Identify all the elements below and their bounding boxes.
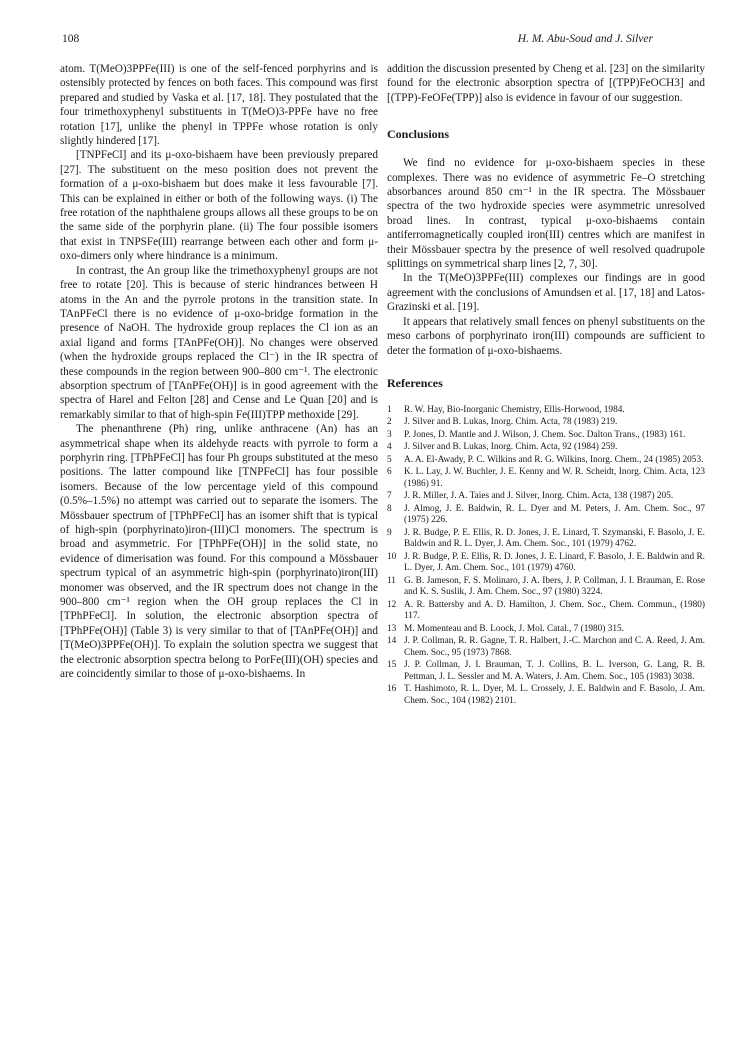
paragraph: In contrast, the An group like the trimethoxyphenyl groups are not free to rotate [20]. This is because of steric hindrances between H atoms in the An and the pyrrole protons in the transition state. In TAnPFeCl there is no evidence of μ-oxo-bridge formation in the presence of NaOH. The hydroxide group replaces the Cl ion as an axial ligand and forms [TAnPFe(OH)]. No changes were observed (when the hydroxide groups replaced the Cl⁻) in the IR spectra of these compounds in the region between 900–800 cm⁻¹. The electronic absorption spectrum of [TAnPFe(OH)] is in good agreement with the spectra of Harel and Felton [28] and Cense and Le Quan [20] and is remarkably similar to that of high-spin Fe(III)TPP methoxide [29]. [60, 264, 378, 421]
reference-text: J. Silver and B. Lukas, Inorg. Chim. Acta, 92 (1984) 259. [404, 442, 618, 453]
reference-number: 15 [387, 660, 397, 671]
reference-item [387, 504, 705, 527]
reference-number: 7 [387, 491, 392, 502]
reference-text: J. P. Collman, J. I. Brauman, T. J. Collins, B. L. Iverson, G. Lang, R. B. Pettman, J. L. Sessler and M. A. Waters, J. Am. Chem. Soc., 105 (1983) 3038. [404, 660, 705, 682]
reference-item [387, 684, 705, 707]
reference-item [387, 660, 705, 683]
paragraph: We find no evidence for μ-oxo-bishaem species in these complexes. There was no evidence of asymmetric Fe–O stretching absorbances around 850 cm⁻¹ in the IR spectra. The Mössbauer spectra of the two hydroxide species were asymmetric unresolved broad lines. In contrast, typical μ-oxo-bishaems contain antiferromagnetically coupled iron(III) centres which are manifest in their Mössbauer spectra by the presence of well resolved quadrupole splittings on symmetrical sharp lines [2, 7, 30]. [387, 157, 705, 271]
reference-item [387, 636, 705, 659]
reference-text: J. R. Budge, P. E. Ellis, R. D. Jones, J. E. Linard, F. Basolo, J. E. Baldwin and R. L. Dyer, J. Am. Chem. Soc., 101 (1979) 4760. [404, 551, 705, 574]
reference-number: 12 [387, 599, 397, 610]
reference-text: J. P. Collman, R. R. Gagne, T. R. Halbert, J.-C. Marchon and C. A. Reed, J. Am. Chem. Soc., 95 (1973) 7868. [404, 636, 705, 658]
reference-item [387, 600, 705, 623]
reference-item [387, 405, 705, 417]
paragraph: [TNPFeCl] and its μ-oxo-bishaem have been previously prepared [27]. The substituent on the meso position does not prevent the formation of a μ-oxo-bishaem but does make it less favourable [7]. This can be explained in either or both of the following ways. (i) The free rotation of the naphthalene groups allows all these groups to be on the same side of the porphyrin plane. (ii) The four possible isomers that exist in TNPSFe(III) rearrange between each other and form μ-oxo-dimers only where hindrance is a minimum. [60, 149, 378, 263]
reference-item [387, 576, 705, 599]
conclusions-heading: Conclusions [387, 127, 450, 142]
reference-text: J. Silver and B. Lukas, Inorg. Chim. Acta, 78 (1983) 219. [404, 417, 618, 428]
reference-item [387, 455, 705, 467]
reference-item [387, 467, 705, 490]
reference-number: 5 [387, 454, 392, 465]
reference-item [387, 430, 705, 442]
reference-number: 9 [387, 527, 392, 538]
reference-text: K. L. Lay, J. W. Buchler, J. E. Kenny and W. R. Scheidt, Inorg. Chim. Acta, 123 (1986) 91. [404, 467, 705, 489]
reference-text: P. Jones, D. Mantle and J. Wilson, J. Chem. Soc. Dalton Trans., (1983) 161. [404, 429, 686, 440]
paragraph: addition the discussion presented by Cheng et al. [23] on the similarity found for the electronic absorption spectra of [(TPP)FeOCH3] and [(TPP)-FeOFe(TPP)] also is evidence in favour of our suggestion. [387, 63, 705, 104]
reference-text: M. Momenteau and B. Loock, J. Mol. Catal., 7 (1980) 315. [404, 623, 624, 634]
reference-item [387, 528, 705, 551]
reference-list [387, 405, 705, 708]
reference-number: 4 [387, 442, 392, 453]
reference-number: 10 [387, 551, 397, 562]
paragraph: atom. T(MeO)3PPFe(III) is one of the self-fenced porphyrins and is ostensibly protected by fences on both faces. This compound was first prepared and studied by Vaska et al. [17, 18]. They postulated that the four trimethoxyphenyl substituents in T(MeO)3-PPFe have no free rotation [17], unlike the phenyl in TPPFe whose rotation is only slightly hindered [17]. [60, 63, 378, 148]
right-column [387, 62, 705, 708]
reference-number: 3 [387, 429, 392, 440]
reference-text: A. A. El-Awady, P. C. Wilkins and R. G. Wilkins, Inorg. Chem., 24 (1985) 2053. [404, 454, 704, 465]
reference-item [387, 442, 705, 454]
paragraph: It appears that relatively small fences on phenyl substituents on the meso carbons of porphyrinato iron(III) compounds are sufficient to deter the formation of μ-oxo-bishaems. [387, 315, 705, 357]
reference-item [387, 417, 705, 429]
page-number: 108 [62, 33, 80, 45]
reference-number: 14 [387, 636, 397, 647]
reference-item [387, 552, 705, 575]
paragraph: In the T(MeO)3PPFe(III) complexes our findings are in good agreement with the conclusions of Amundsen et al. [17, 18] and Latos-Grazinski et al. [19]. [387, 272, 705, 314]
reference-text: G. B. Jameson, F. S. Molinaro, J. A. Ibers, J. P. Collman, J. I. Brauman, E. Rose and K. S. Suslik, J. Am. Chem. Soc., 97 (1980) 3224. [404, 575, 705, 598]
reference-text: T. Hashimoto, R. L. Dyer, M. L. Crossely, J. E. Baldwin and F. Basolo, J. Am. Chem. Soc., 104 (1982) 2101. [404, 684, 705, 706]
reference-number: 16 [387, 684, 397, 695]
reference-text: R. W. Hay, Bio-Inorganic Chemistry, Ellis-Horwood, 1984. [404, 404, 625, 415]
reference-number: 6 [387, 467, 392, 478]
reference-item [387, 491, 705, 503]
reference-number: 13 [387, 623, 397, 634]
reference-number: 11 [387, 575, 396, 586]
reference-item [387, 624, 705, 636]
reference-text: J. R. Budge, P. E. Ellis, R. D. Jones, J. E. Linard, T. Szymanski, F. Basolo, J. E. Baldwin and R. L. Dyer, J. Am. Chem. Soc., 101 (1979) 4762. [404, 527, 705, 550]
reference-number: 2 [387, 417, 392, 428]
references-heading: References [387, 375, 443, 390]
reference-text: A. R. Battersby and A. D. Hamilton, J. Chem. Soc., Chem. Commun., (1980) 117. [404, 599, 705, 622]
reference-text: J. Almog, J. E. Baldwin, R. L. Dyer and M. Peters, J. Am. Chem. Soc., 97 (1975) 226. [404, 503, 705, 526]
paragraph: The phenanthrene (Ph) ring, unlike anthracene (An) has an asymmetrical shape when its aldehyde reacts with pyrrole to form a porphyrin ring. [TPhPFeCl] has four Ph groups substituted at the meso positions. The latter compound like [TNPFeCl] has four possible isomers. Because of the low percentage yield of this compound (0.5%–1.5%) no attempt was carried out to separate the isomers. The Mössbauer spectrum of [TPhPFeCl] has an isomer shift that is typical of high-spin (porphyrinato)iron-(III)Cl monomers. The spectrum is broad and asymmetric. For [TPhPFe(OH)] in the solid state, no evidence of dimerisation was found. For this compound a Mössbauer spectrum typical of an asymmetric high-spin (porphyrinato)iron(III) monomer was observed, and the IR spectrum does not change in the 900–800 cm⁻¹ region when the OH group replaces the Cl in [TPhPFeCl]. In solution, the electronic absorption spectra of [TPhPFe(OH)] (Table 3) is very similar to that of [TAnPFe(OH)] and [T(MeO)3PPFe(OH)]. To explain the solution spectra we suggest that the electronic absorption spectra belong to PorFe(III)(OH) species and are coincidently similar to those of μ-oxo-bishaems. In [60, 423, 378, 681]
reference-text: J. R. Miller, J. A. Taies and J. Silver, Inorg. Chim. Acta, 138 (1987) 205. [404, 491, 674, 502]
reference-number: 8 [387, 503, 392, 514]
running-head: H. M. Abu-Soud and J. Silver [517, 33, 653, 45]
reference-number: 1 [387, 404, 392, 415]
left-column [60, 62, 378, 681]
